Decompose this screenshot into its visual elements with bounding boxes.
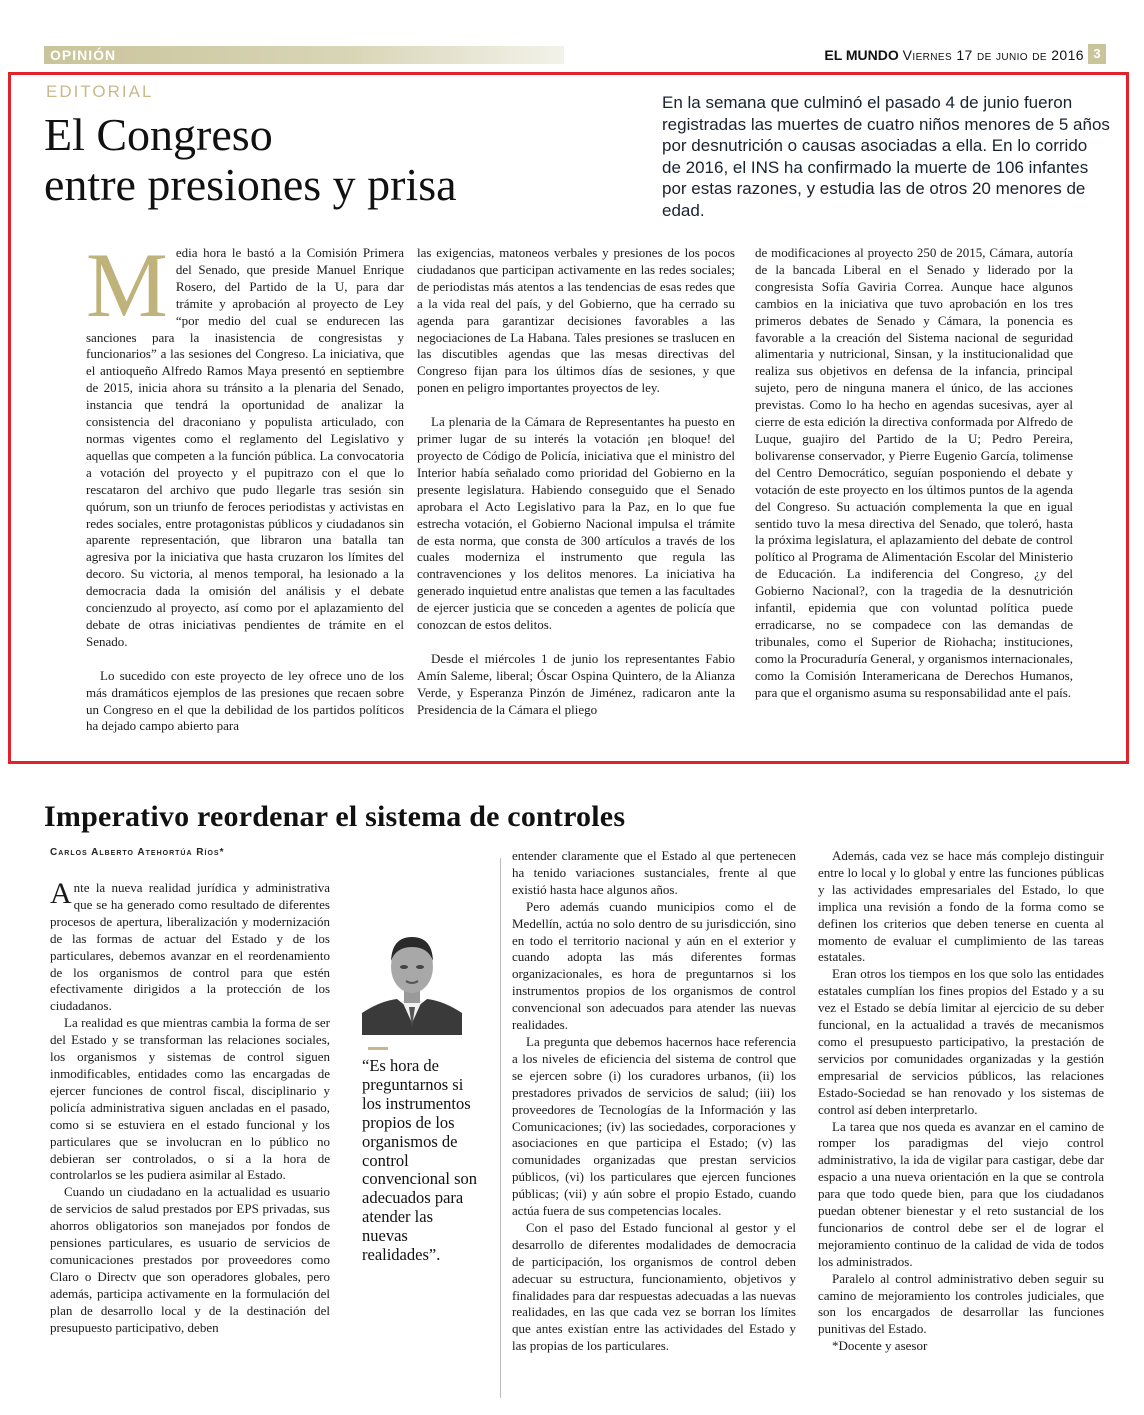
article-paragraph: La tarea que nos queda es avanzar en el camino de romper los paradigmas del viejo control administrativo, la ida de vigilar para castigar, debe dar espacio a una nueva orientación en la que se controla para que todo quede bien, para que los ciudadanos puedan obtener bienestar y el reto sustancial de los funcionarios de control debe ser el de lograr el mejoramiento continuo de la calidad de vida de todos los administrados. xyxy=(818,1118,1104,1269)
article-paragraph: Eran otros los tiempos en los que solo las entidades estatales cumplían los fines propios del Estado y a su vez el Estado se debía limitar al ejercicio de su deber funcional, en la actualidad a través de mecanismos como el presupuesto participativo, la prestación de servicios por comunidades organizadas y la gestión empresarial de servicios públicos, las relaciones Estado-Sociedad se han renovado y los sistemas de control así deben interpretarlo. xyxy=(818,966,1104,1117)
editorial-column-3 xyxy=(755,245,1073,745)
editorial-column-2 xyxy=(417,245,735,745)
editorial-paragraph: La plenaria de la Cámara de Representantes ha puesto en primer lugar de su interés la votación ¡en bloque! del proyecto de Código de Policía, iniciativa que el ministro del Interior había señalado como prioridad del Gobierno en la presente legislatura. Habiendo conseguido que el Senado aprobara el Acto Legislativo para la Paz, en lo que fue estrecha votación, el Gobierno Nacional impulsa el trámite de esta norma, que consta de 300 artículos a través de los cuales moderniza el instrumento que regula las contravenciones y los delitos menores. La iniciativa ha generado inquietud entre analistas que temen a las facultades de ejercer justicia que se conceden a agentes de policía que conozcan de estos delitos. xyxy=(417,414,735,633)
column-divider xyxy=(500,858,501,1398)
masthead xyxy=(824,47,1084,63)
editorial-headline xyxy=(44,110,634,210)
author-photo xyxy=(362,915,462,1035)
drop-cap: A xyxy=(50,880,72,910)
editorial-column-1 xyxy=(86,245,404,745)
article-column-3 xyxy=(512,848,796,1388)
editorial-paragraph: Desde el miércoles 1 de junio los representantes Fabio Amín Saleme, liberal; Óscar Ospina Quintero, de la Alianza Verde, y Esperanza Pinzón de Jiménez, radicaron ante la Presidencia de la Cámara el pliego xyxy=(417,650,735,717)
article-paragraph: Pero además cuando municipios como el de Medellín, actúa no solo dentro de su jurisdicción, sino en todo el territorio nacional y aún en el exterior y cuando adopta las más diferentes formas organizacionales, es hora de preguntarnos si los instrumentos propios de los organismos de control convencional son adecuados para atender las nuevas realidades. xyxy=(512,898,796,1033)
article-paragraph: Paralelo al control administrativo deben seguir su camino de mejoramiento los controles judiciales, que son los encargados de desarrollar las funciones punitivas del Estado. xyxy=(818,1270,1104,1337)
article-paragraph: entender claramente que el Estado al que pertenecen ha tenido variaciones sustanciales, frente al que existió hasta hace algunos años. xyxy=(512,848,796,897)
article-column-1 xyxy=(50,880,330,1400)
editorial-kicker: EDITORIAL xyxy=(46,82,154,101)
headline-line-1: El Congreso xyxy=(44,109,273,160)
author-footnote: *Docente y asesor xyxy=(832,1338,928,1354)
article-byline: Carlos Alberto Atehortúa Ríos* xyxy=(50,847,225,858)
section-label: OPINIÓN xyxy=(44,46,564,64)
page-header xyxy=(44,44,1106,66)
author-portrait-image xyxy=(362,915,462,1035)
quote-rule xyxy=(368,1047,388,1050)
editorial-paragraph: de modificaciones al proyecto 250 de 2015, Cámara, autoría de la bancada Liberal en el Senado y liderado por la congresista Sofía Gaviria Correa. Aunque hace algunos cambios en la iniciativa que tuvo aprobación en los tres primeros debates de Senado y Cámara, la ponencia es favorable a la creación del Sistema nacional de seguridad alimentaria y nutricional, Sinsan, y la institucionalidad que realiza sus objetivos en defensa de la infancia, principal sujeto, pero de ninguna manera el único, de las acciones previstas. Como lo ha hecho en agendas sucesivas, ayer al cierre de esta edición la directiva conformada por Alfredo de Luque, guajiro del Partido de la U; Pedro Pereira, bolivarense conservador, y Pierre Eugenio García, tolimense del Centro Democrático, seguían posponiendo el debate y votación de este proyecto en los últimos puntos de la agenda del Congreso. Su actuación complementa la que en igual sentido tuvo la mesa directiva del Senado, que toleró, hasta la próxima legislatura, el aplazamiento del debate de control político al Programa de Alimentación Escolar del Ministerio de Educación. La indiferencia del Congreso, ¿y del Gobierno Nacional?, con la tragedia de la desnutrición infantil, epidemia que con voluntad política puede erradicarse, no se compadece con las demandas de tribunales, como el Superior de Riohacha; instituciones, como la Procuraduría General, y organismos internacionales, como la Comisión Interamericana de Derechos Humanos, para que el organismo asuma su responsabilidad ante el país. xyxy=(755,245,1073,700)
article-paragraph: Además, cada vez se hace más complejo distinguir entre lo local y lo global y entre las funciones públicas y las actividades empresariales del Estado, lo que implica una revisión a fondo de la forma como se definen los criterios que deben tenerse en cuenta al momento de evaluar el cumplimiento de las tareas estatales. xyxy=(818,848,1104,965)
editorial-paragraph: Lo sucedido con este proyecto de ley ofrece uno de los más dramáticos ejemplos de las presiones que recaen sobre un Congreso en el que la debilidad de los partidos políticos ha dejado campo abierto para xyxy=(86,667,404,734)
article-paragraph: La realidad es que mientras cambia la forma de ser del Estado y se transforman las relaciones sociales, los organismos y sistemas de control siguen inmodificables, entidades como las encargadas de ejercer funciones de control fiscal, disciplinario y policía administrativa siguen ancladas en el pasado, como si se estuviera en el estado funcional y los particulares que se involucran en lo público no debieran ser controlados, o si a la hora de controlarlos se les pudiera asimilar al Estado. xyxy=(50,1015,330,1183)
article-paragraph: Con el paso del Estado funcional al gestor y el desarrollo de diferentes modalidades de democracia de participación, los organismos de control deben adecuar su estructura, funcionamiento, objetivos y finalidades para dar respuestas adecuadas a las nuevas realidades, en las que cada vez se borran los límites que antes existían entre las actividades del Estado y las propias de los particulares. xyxy=(512,1219,796,1354)
article-column-4 xyxy=(818,848,1104,1388)
editorial-paragraph: las exigencias, matoneos verbales y presiones de los pocos ciudadanos que participan activamente en las redes sociales; de periodistas más atentos a las tendencias de esas redes que a la vida real del país, y del Gobierno, que ha cerrado su agenda para garantizar decisiones favorables a las negociaciones de La Habana. Tales presiones se traslucen en las discutibles agendas que las mesas directivas del Congreso fijan para los últimos días de sesiones, y que ponen en peligro importantes proyectos de ley. xyxy=(417,245,735,396)
newspaper-name: EL MUNDO xyxy=(824,47,899,63)
article-paragraph: Cuando un ciudadano en la actualidad es usuario de servicios de salud prestados por EPS privadas, sus ahorros obligatorios son manejados por fondos de pensiones particulares, es usuario de servicios de comunicaciones prestados por proveedores como Claro o Directv que son operadores globales, pero además, participa activamente en la formulación del plan de desarrollo local y de la destinación del presupuesto participativo, deben xyxy=(50,1184,330,1335)
pull-quote: “Es hora de preguntarnos si los instrumentos propios de los organismos de control convencional son adecuados para atender las nuevas realidades”. xyxy=(362,1056,478,1265)
page-number: 3 xyxy=(1088,44,1106,64)
editorial-paragraph xyxy=(86,245,404,651)
headline-line-2: entre presiones y prisa xyxy=(44,159,457,210)
article-headline: Imperativo reordenar el sistema de controles xyxy=(44,800,626,833)
article-paragraph xyxy=(50,880,330,1015)
paragraph-text: edia hora le bastó a la Comisión Primera del Senado, que preside Manuel Enrique Rosero, del Partido de la U, para dar trámite y aprobación al proyecto de Ley “por medio del cual se endurecen las sanciones para la inasistencia de congresistas y funcionarios” a las sesiones del Congreso. La iniciativa, que el antioqueño Alfredo Ramos Maya presentó en septiembre de 2015, inicia ahora su tránsito a la plenaria del Senado, instancia que tendrá la oportunidad de analizar la consistencia del draconiano y populista articulado, con normas vigentes como el reglamento del Legislativo y aquellas que competen a la función pública. La convocatoria a votación del proyecto y el pupitrazo con el que lo rescataron del archivo que pudo llegarle tras sesión sin quórum, son un triunfo de feroces periodistas y activistas en redes sociales, entre protagonistas públicos y ciudadanos sin aparente representación, que libraron una batalla tan agresiva por la iniciativa que hasta cruzaron los límites del decoro. Su victoria, al menos temporal, ha lesionado a la democracia dada la omisión del análisis y el debate concienzudo al proyecto, así como por el aplazamiento del debate de otras iniciativas pendientes de trámite en el Senado. xyxy=(86,245,404,649)
editorial-lead: En la semana que culminó el pasado 4 de junio fueron registradas las muertes de cuatro niños menores de 5 años por desnutrición o causas asociadas a ella. En lo corrido de 2016, el INS ha confirmado la muerte de 106 infantes por estas razones, y estudia las de otros 20 menores de edad. xyxy=(662,93,1110,220)
drop-cap: M xyxy=(86,245,168,336)
article-paragraph: La pregunta que debemos hacernos hace referencia a los niveles de eficiencia del sistema de control que se ejercen sobre (i) los curadores urbanos, (ii) los prestadores privados de servicios de salud; (iii) los proveedores de Tecnologías de la Información y las Comunicaciones; (iv) las sociedades, corporaciones y asociaciones en que participa el Estado; (v) las comunidades organizadas que prestan servicios públicos, (vi) los particulares que ejercen funciones públicas; (vii) y aún sobre el propio Estado, cuando actúa fuera de sus competencias locales. xyxy=(512,1033,796,1219)
paragraph-text: nte la nueva realidad jurídica y administrativa que se ha generado como resultado de diferentes procesos de apertura, liberalización y modernización de las formas de actuar del Estado y de los particulares, debemos avanzar en el reordenamiento de los organismos de control para que estén efectivamente dirigidos a la protección de los ciudadanos. xyxy=(50,880,330,1014)
issue-date: Viernes 17 de junio de 2016 xyxy=(902,47,1084,63)
